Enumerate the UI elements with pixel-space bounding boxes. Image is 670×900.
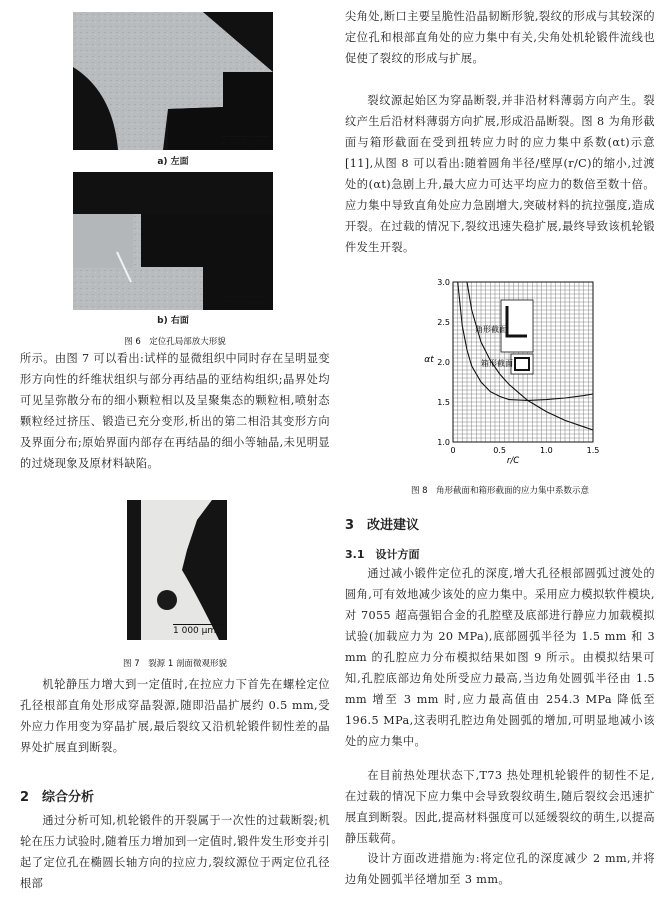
figure-7-micrograph (127, 500, 227, 640)
y-tick-label: 2.0 (437, 358, 450, 367)
figure-7-caption: 图 7 裂源 1 剖面微观形貌 (123, 659, 227, 669)
chart-labels (475, 300, 533, 374)
right-paragraph-4: 在目前热处理状态下,T73 热处理机轮锻件的韧性不足,在过载的情况下应力集中会导致裂纹萌生,随后裂纹会迅速扩展直到断裂。因此,提高材料强度可以延缓裂纹的萌生,以提高静压载荷。 (345, 769, 655, 845)
figure-6a-micrograph (73, 12, 273, 150)
x-tick-label: 1.0 (539, 446, 553, 455)
x-tick-label: 0 (450, 446, 456, 455)
section-2-heading: 2 综合分析 (20, 790, 95, 805)
y-axis-label: αt (424, 355, 434, 365)
annotation-angle-section: 角形截面 (475, 325, 507, 334)
y-tick-label: 2.5 (437, 318, 450, 327)
x-tick-label: 0.5 (493, 446, 507, 455)
figure-6-caption: 图 6 定位孔局部放大形貌 (124, 337, 226, 347)
section-3-1-heading: 3.1 设计方面 (345, 548, 420, 561)
left-paragraph-2: 机轮静压力增大到一定值时,在拉应力下首先在螺栓定位孔径根部直角处形成穿晶裂源,随即沿晶扩展约 0.5 mm,受外应力作用变为穿晶扩展,最后裂纹又沿机轮锻件韧性差的晶界处扩展直到断裂。 (20, 678, 330, 754)
scale-label: 2 000 μm (221, 298, 265, 308)
left-paragraph-1: 所示。由图 7 可以看出:试样的显微组织中同时存在呈明显变形方向性的纤维状组织与部分再结晶的亚结构组织;晶界处均可见呈弥散分布的细小颗粒相以及呈聚集态的颗粒相,喷射态颗粒经过挤压、锻造已充分变形,析出的第二相沿其变形方向及界面分布;原始界面内部存在再结晶的细小等轴晶,未见明显的过烧现象及原材料缺陷。 (20, 352, 330, 470)
annotation-box-section: 箱形截面 (481, 359, 513, 368)
figure-6a-label: a) 左面 (157, 157, 189, 167)
x-axis-label: r/C (506, 456, 520, 466)
right-paragraph-2: 裂纹源起始区为穿晶断裂,并非沿材料薄弱方向产生。裂纹产生后沿材料薄弱方向扩展,形成沿晶断裂。图 8 为角形截面与箱形截面在受到扭转应力时的应力集中系数(αt)示意[11],从图 8 可以看出:随着圆角半径/壁厚(r/C)的缩小,过渡处的(αt)急剧上升,最大应力可达平均应力的数倍至数十倍。应力集中导致直角处应力急剧增大,突破材料的抗拉强度,造成开裂。在过载的情况下,裂纹迅速失稳扩展,最终导致该机轮锻件发生开裂。 (345, 94, 655, 254)
figure-6b-micrograph (73, 172, 273, 310)
x-tick-label: 1.5 (586, 446, 600, 455)
figure-6b-label: b) 右面 (157, 316, 189, 326)
right-paragraph-1: 尖角处,断口主要呈脆性沿晶韧断形貌,裂纹的形成与其较深的定位孔和根部直角处的应力集中有关,尖角处机轮锻件流线也促使了裂纹的形成与扩展。 (345, 10, 655, 65)
figure-8-caption: 图 8 角形截面和箱形截面的应力集中系数示意 (410, 486, 590, 496)
figure-8-chart (413, 268, 613, 468)
y-tick-label: 3.0 (437, 278, 450, 287)
y-tick-label: 1.5 (437, 398, 450, 407)
left-paragraph-3: 通过分析可知,机轮锻件的开裂属于一次性的过载断裂;机轮在压力试验时,随着压力增加到一定值时,锻件发生形变并引起了定位孔在椭圆长轴方向的拉应力,裂纹源位于两定位孔径根部 (20, 814, 330, 890)
scale-label: 2 000 μm (221, 138, 265, 148)
section-3-heading: 3 改进建议 (345, 518, 420, 533)
right-paragraph-3: 通过减小锻件定位孔的深度,增大孔径根部圆弧过渡处的圆角,可有效地减少该处的应力集中。采用应力模拟软件模块,对 7055 超高强铝合金的孔腔壁及底部进行静应力加载模拟试验(加载应力为 20 MPa),底部圆弧半径为 1.5 mm 和 3 mm 的孔腔应力分布模拟结果如图 9 所示。由模拟结果可知,孔腔底部边角处所受应力最高,当边角处圆弧半径由 1.5 mm 增至 3 mm 时,应力最高值由 254.3 MPa 降低至 196.5 MPa,这表明孔腔边角处圆弧的增加,可明显地减小该处的应力集中。 (345, 567, 655, 748)
scale-label: 1 000 μm (173, 626, 217, 636)
y-tick-label: 1.0 (437, 438, 450, 447)
right-paragraph-5: 设计方面改进措施为:将定位孔的深度减少 2 mm,并将边角处圆弧半径增加至 3 mm。 (345, 852, 655, 886)
